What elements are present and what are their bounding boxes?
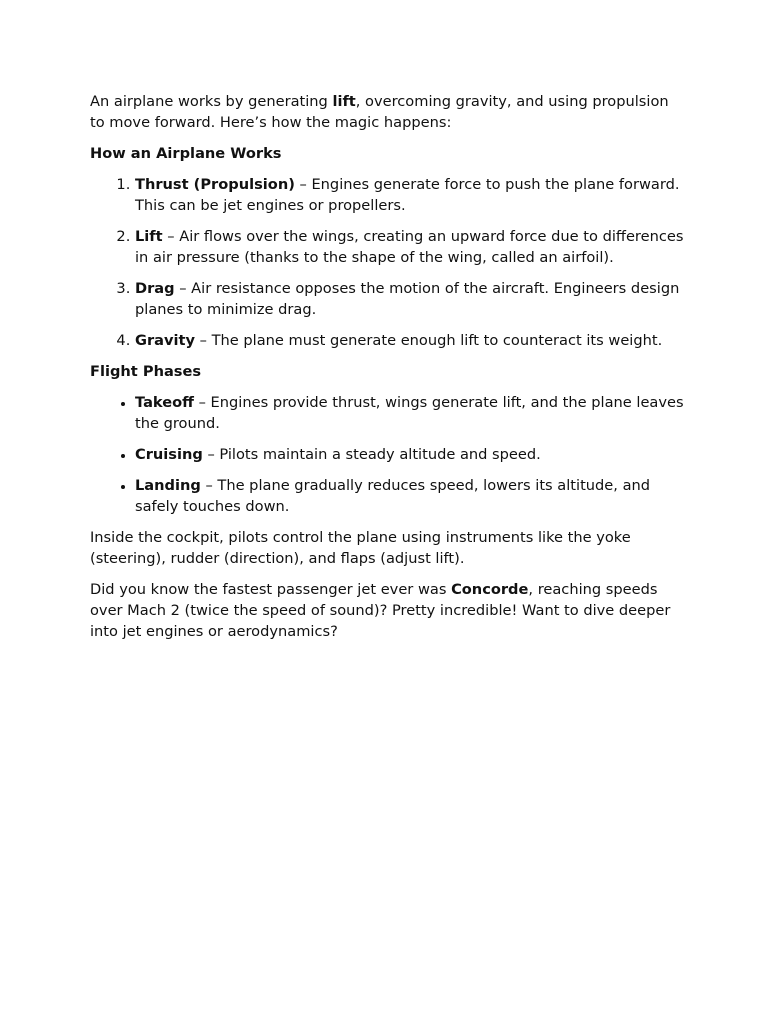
list-item-term: Gravity (135, 332, 196, 349)
list-item-gravity (135, 330, 686, 351)
intro-text-end: , overcoming gravity, and using propulsion to move forward. Here’s how the magic happens: (90, 93, 669, 131)
list-item-cruising (135, 444, 686, 465)
closing-text-start: Did you know the fastest passenger jet ever was (90, 581, 452, 598)
cockpit-paragraph: Inside the cockpit, pilots control the plane using instruments like the yoke (steering), rudder (direction), and flaps (adjust lift). (90, 529, 631, 567)
list-item-text: – Engines generate force to push the plane forward. This can be jet engines or propellers. (135, 176, 680, 214)
list-item-text: – Pilots maintain a steady altitude and speed. (202, 446, 541, 463)
list-item-landing (135, 475, 686, 517)
list-item-text: – Air flows over the wings, creating an upward force due to differences in air pressure (thanks to the shape of the wing, called an airfoil). (135, 228, 684, 266)
closing-bold-term: Concorde (451, 581, 529, 598)
list-item-term: Cruising (135, 446, 203, 463)
list-item-lift (135, 226, 686, 268)
list-item-text: – Air resistance opposes the motion of the aircraft. Engineers design planes to minimize drag. (135, 280, 680, 318)
list-item-text: – The plane gradually reduces speed, lowers its altitude, and safely touches down. (135, 477, 651, 515)
flight-phases-list (90, 392, 686, 517)
list-item-thrust (135, 174, 686, 216)
closing-text-end: , reaching speeds over Mach 2 (twice the speed of sound)? Pretty incredible! Want to dive deeper into jet engines or aerodynamics? (90, 581, 671, 640)
intro-text-start: An airplane works by generating (90, 93, 333, 110)
list-item-term: Drag (135, 280, 175, 297)
list-item-drag (135, 278, 686, 320)
airplane-forces-list (90, 174, 686, 351)
document-body (90, 91, 686, 652)
closing-paragraph (90, 579, 686, 642)
list-item-term: Takeoff (135, 394, 194, 411)
intro-bold-term: lift (332, 93, 356, 110)
section-heading-flight-phases: Flight Phases (90, 363, 202, 380)
list-item-term: Landing (135, 477, 201, 494)
section-heading-how-airplane-works: How an Airplane Works (90, 145, 282, 162)
list-item-text: – The plane must generate enough lift to counteract its weight. (195, 332, 663, 349)
list-item-term: Thrust (Propulsion) (135, 176, 295, 193)
intro-paragraph (90, 91, 686, 133)
list-item-text: – Engines provide thrust, wings generate lift, and the plane leaves the ground. (135, 394, 684, 432)
list-item-takeoff (135, 392, 686, 434)
list-item-term: Lift (135, 228, 163, 245)
